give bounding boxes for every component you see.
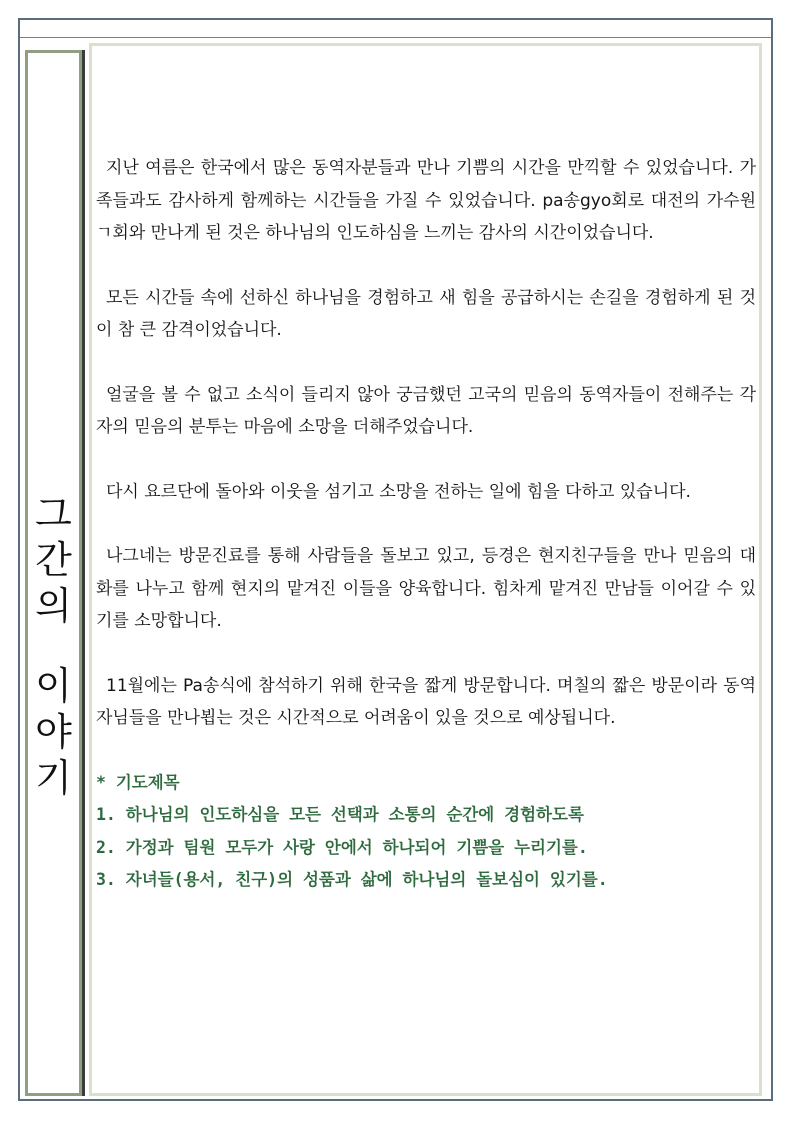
paragraph (96, 670, 756, 735)
paragraph-text: 모든 시간들 속에 선하신 하나님을 경험하고 새 힘을 공급하시는 손길을 경험하게 된 것이 참 큰 감격이었습니다. (96, 287, 756, 340)
paragraph (96, 476, 756, 509)
side-title-panel (25, 50, 82, 1096)
paragraph (96, 152, 756, 250)
side-title-gap (28, 629, 79, 663)
prayer-item: 2. 가정과 팀원 모두가 사랑 안에서 하나되어 기쁨을 누리기를. (96, 837, 588, 857)
side-title-char: 그 (35, 492, 72, 536)
prayer-heading: * 기도제목 (96, 772, 180, 792)
paragraph (96, 379, 756, 444)
side-title-char: 간 (35, 538, 72, 582)
paragraph-text: 11월에는 Pa송식에 참석하기 위해 한국을 짧게 방문합니다. 며칠의 짧은 방문이라 동역자님들을 만나뵙는 것은 시간적으로 어려움이 있을 것으로 예상됩니다. (96, 675, 756, 728)
side-title-char: 의 (35, 584, 72, 628)
side-title (28, 491, 79, 801)
paragraph-text: 나그네는 방문진료를 통해 사람들을 돌보고 있고, 등경은 현지친구들을 만나 믿음의 대화를 나누고 함께 현지의 맡겨진 이들을 양육합니다. 힘차게 맡겨진 만남들 이어갈 수 있기를 소망합니다. (96, 546, 756, 631)
side-title-char: 기 (35, 756, 72, 800)
paragraph-text: 다시 요르단에 돌아와 이웃을 섬기고 소망을 전하는 일에 힘을 다하고 있습니다. (106, 481, 691, 502)
letter-content (96, 152, 756, 897)
paragraph-text: 지난 여름은 한국에서 많은 동역자분들과 만나 기쁨의 시간을 만끽할 수 있었습니다. 가족들과도 감사하게 함께하는 시간들을 가질 수 있었습니다. pa송gyo회로 대전의 가수원ㄱ회와 만나게 된 것은 하나님의 인도하심을 느끼는 감사의 시간이었습니다. (96, 158, 756, 243)
paragraph (96, 540, 756, 638)
prayer-item: 1. 하나님의 인도하심을 모든 선택과 소통의 순간에 경험하도록 (96, 805, 584, 824)
side-title-char: 이 (35, 664, 72, 708)
prayer-item: 3. 자녀들(용서, 친구)의 성품과 삶에 하나님의 돌보심이 있기를. (96, 870, 608, 889)
paragraph (96, 282, 756, 347)
prayer-list (96, 767, 756, 897)
top-rule (20, 37, 771, 38)
side-title-char: 야 (35, 710, 72, 754)
paragraph-text: 얼굴을 볼 수 없고 소식이 들리지 않아 궁금했던 고국의 믿음의 동역자들이 전해주는 각자의 믿음의 분투는 마음에 소망을 더해주었습니다. (96, 384, 756, 437)
